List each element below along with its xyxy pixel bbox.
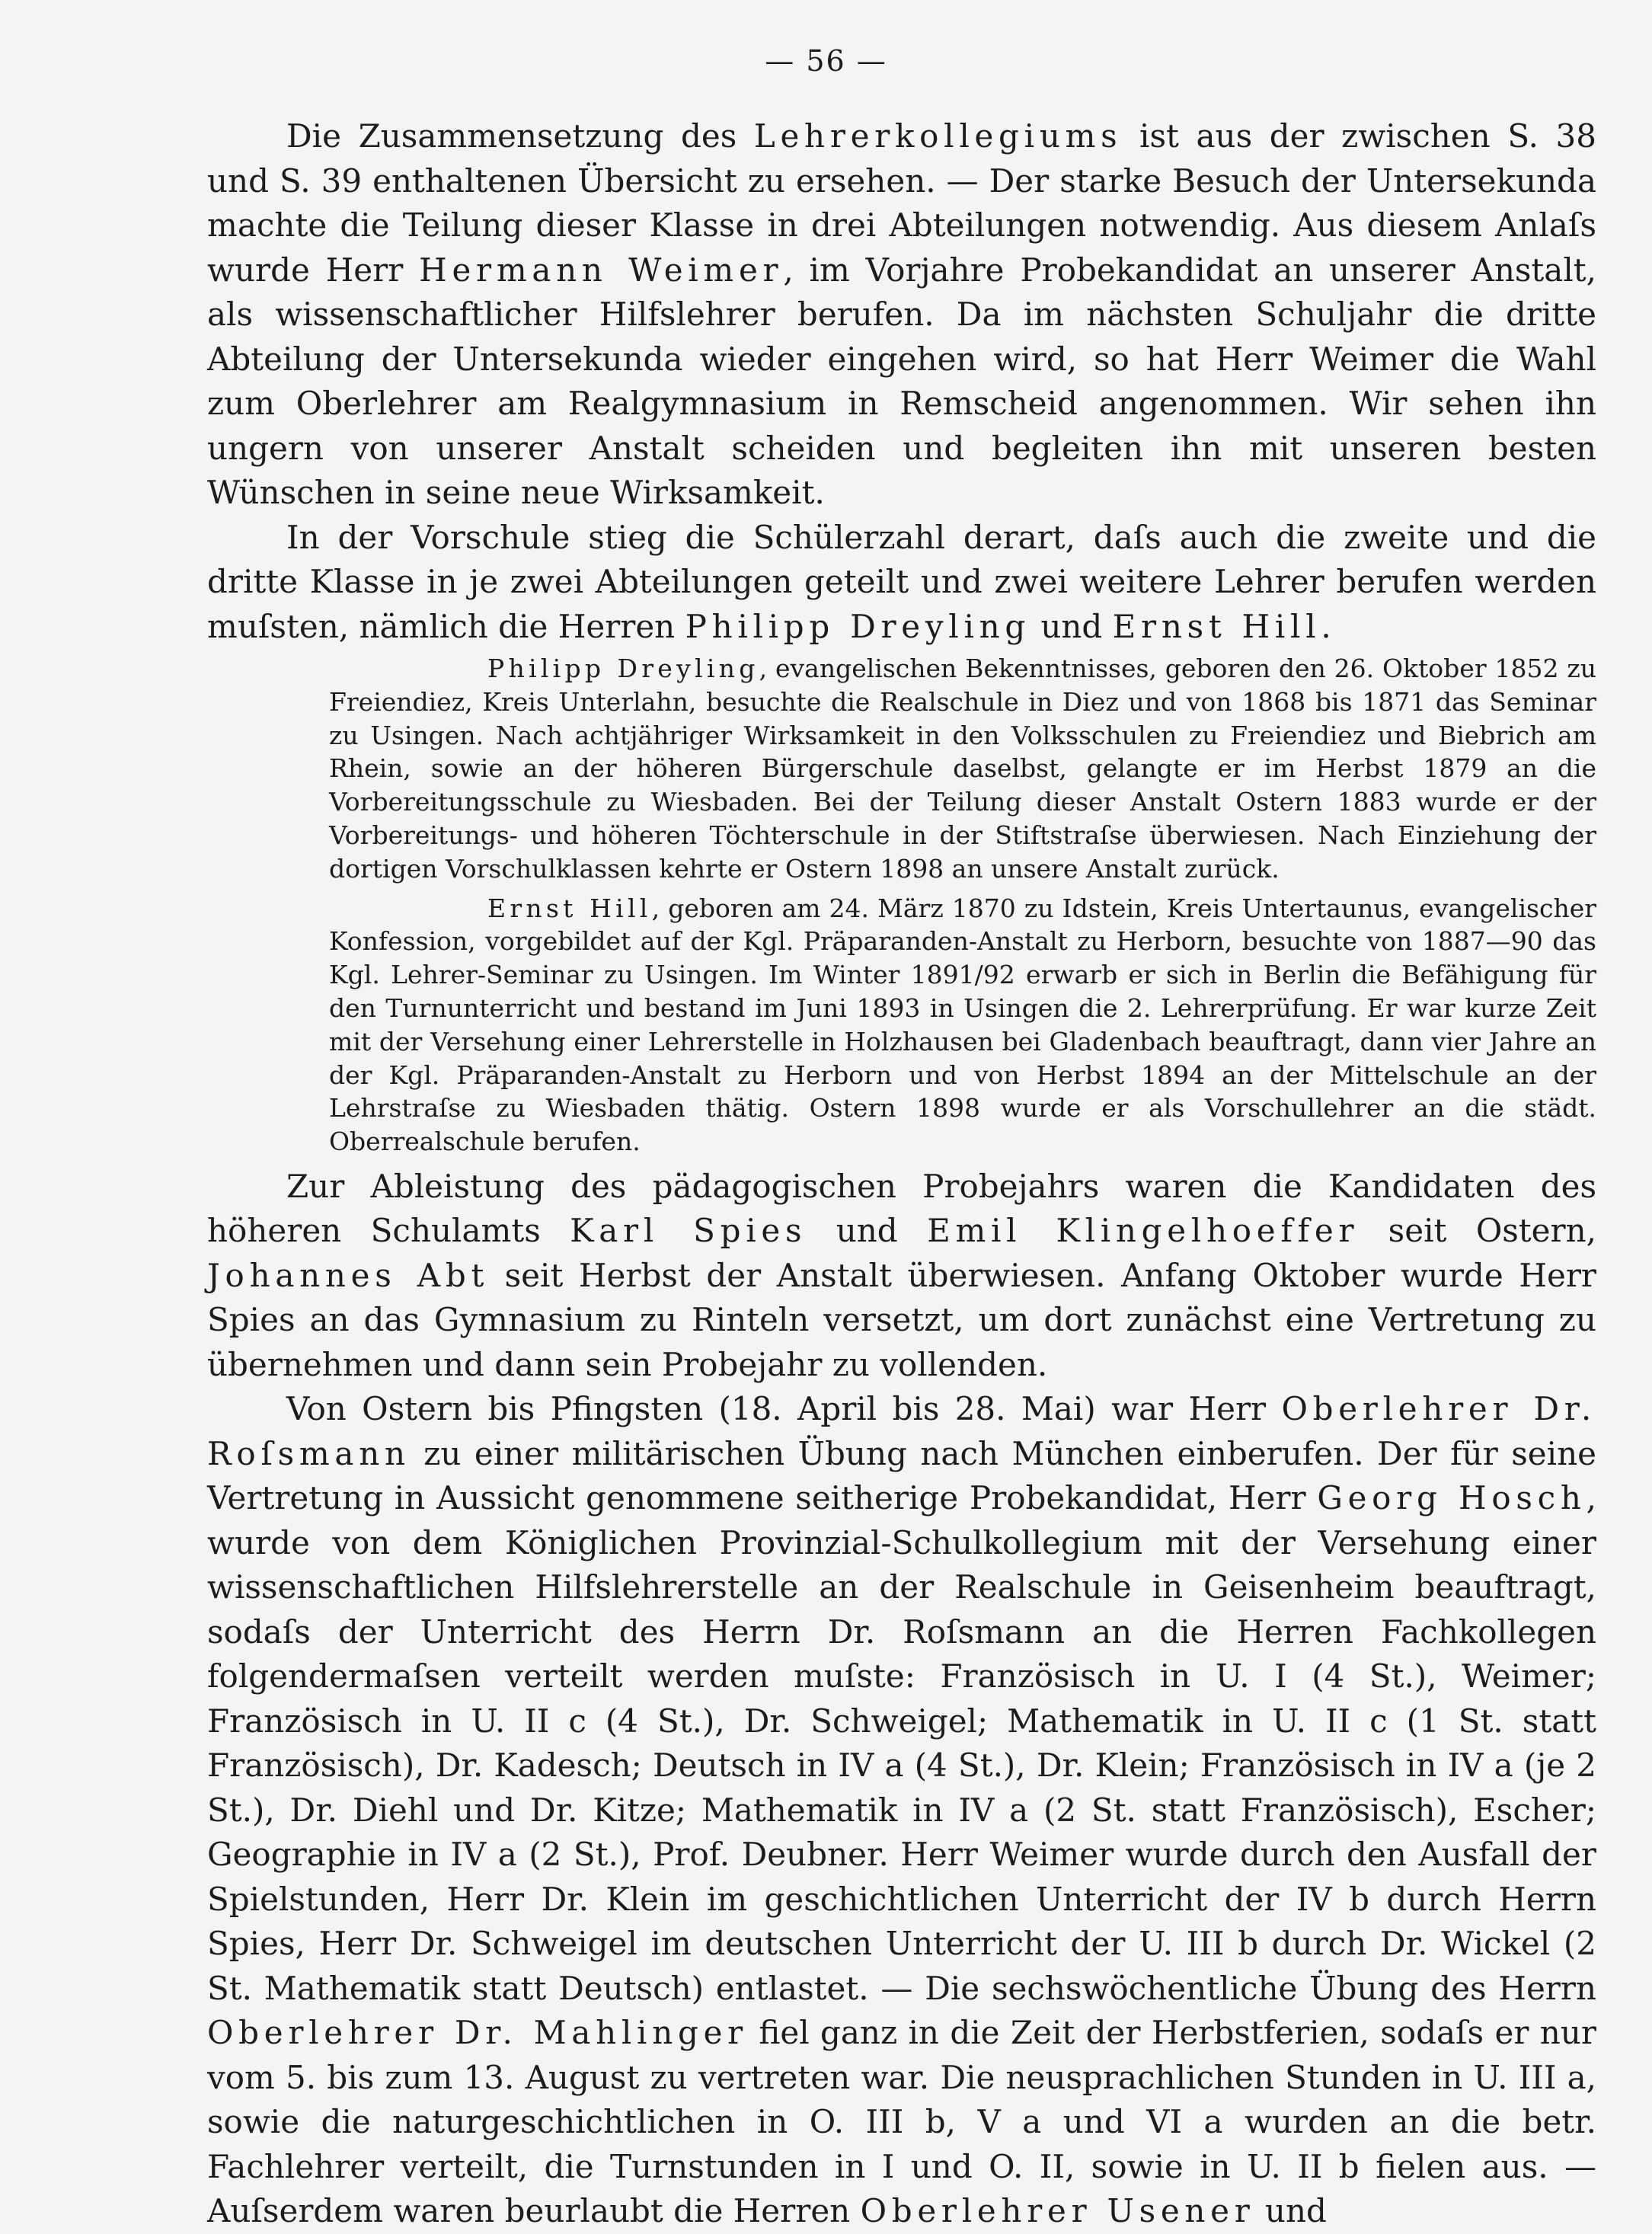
paragraph [207, 114, 1596, 516]
paragraph [207, 1387, 1596, 2234]
text-segment: Die Zusammensetzung des [286, 117, 754, 155]
biography-note [329, 892, 1596, 1159]
text-segment: seit Ostern, [1359, 1212, 1597, 1250]
paragraph [207, 1165, 1596, 1388]
spaced-name: Ernst Hill [1112, 607, 1321, 645]
spaced-name: Oberlehrer Dr. Roſsmann [207, 1390, 1596, 1472]
spaced-name: Georg Hosch [1317, 1479, 1586, 1517]
spaced-name: Karl Spies [570, 1212, 807, 1250]
biography-note [329, 652, 1596, 886]
spaced-name: Ernst Hill [487, 893, 652, 923]
text-segment: zu einer militärischen Übung nach München einberufen. Der für seine Vertretung in Aussicht genommene seitherige Probekandidat, Herr [207, 1434, 1596, 1517]
text-segment: und [1254, 2192, 1327, 2230]
text-segment: , wurde von dem Königlichen Provinzial-Schulkollegium mit der Versehung einer wissenschaftlichen Hilfslehrerstelle an der Realschule in Geisenheim beauftragt, sodaſs der Unterricht des Herrn Dr. Roſsmann an die Herren Fachkollegen folgendermaſsen verteilt werden muſste: Französisch in U. I (4 St.), Weimer; Französisch in U. II c (4 St.), Dr. Schweigel; Mathematik in U. II c (1 St. statt Französisch), Dr. Kadesch; Deutsch in IV a (4 St.), Dr. Klein; Französisch in IV a (je 2 St.), Dr. Diehl und Dr. Kitze; Mathematik in IV a (2 St. statt Französisch), Escher; Geographie in IV a (2 St.), Prof. Deubner. Herr Weimer wurde durch den Ausfall der Spielstunden, Herr Dr. Klein im geschichtlichen Unterricht der IV b durch Herrn Spies, Herr Dr. Schweigel im deutschen Unterricht der U. III b durch Dr. Wickel (2 St. Mathematik statt Deutsch) entlastet. — Die sechswöchentliche Übung des Herrn [207, 1479, 1596, 2007]
spaced-name: Oberlehrer Dr. Mahlinger [207, 2014, 748, 2052]
text-segment: Von Ostern bis Pfingsten (18. April bis 28. Mai) war Herr [286, 1390, 1282, 1428]
text-segment: . [1321, 607, 1331, 645]
spaced-name: Emil Klingelhoeffer [927, 1212, 1360, 1250]
text-segment: Zur Ableistung des pädagogischen Probejahrs waren die Kandidaten des höheren Schulamts [207, 1167, 1596, 1250]
paragraph [207, 516, 1596, 650]
text-segment: fiel ganz in die Zeit der Herbstferien, sodaſs er nur vom 5. bis zum 13. August zu vertreten war. Die neusprachlichen Stunden in U. III a, sowie die naturgeschichtlichen in O. III b, V a und VI a wurden an die betr. Fachlehrer verteilt, die Turnstunden in I und O. II, sowie in U. II b fielen aus. — Auſserdem waren beurlaubt die Herren [207, 2014, 1596, 2230]
text-segment: , im Vorjahre Probekandidat an unserer Anstalt, als wissenschaftlicher Hilfslehrer berufen. Da im nächsten Schuljahr die dritte Abteilung der Untersekunda wieder eingehen wird, so hat Herr Weimer die Wahl zum Oberlehrer am Realgymnasium in Remscheid angenommen. Wir sehen ihn ungern von unserer Anstalt scheiden und begleiten ihn mit unseren besten Wünschen in seine neue Wirksamkeit. [207, 251, 1597, 511]
spaced-name: Hermann Weimer [419, 251, 784, 289]
text-segment: seit Herbst der Anstalt überwiesen. Anfang Oktober wurde Herr Spies an das Gymnasium zu Rinteln versetzt, um dort zunächst eine Vertretung zu übernehmen und dann sein Probejahr zu vollenden. [207, 1256, 1596, 1383]
text-segment: , evangelischen Bekenntnisses, geboren den 26. Oktober 1852 zu Freiendiez, Kreis Unterlahn, besuchte die Realschule in Diez und von 1868 bis 1871 das Seminar zu Usingen. Nach achtjähriger Wirksamkeit in den Volksschulen zu Freiendiez und Biebrich am Rhein, sowie an der höheren Bürgerschule daselbst, gelangte er im Herbst 1879 an die Vorbereitungsschule zu Wiesbaden. Bei der Teilung dieser Anstalt Ostern 1883 wurde er der Vorbereitungs- und höheren Töchterschule in der Stiftstraſse überwiesen. Nach Einziehung der dortigen Vorschulklassen kehrte er Ostern 1898 an unsere Anstalt zurück. [329, 654, 1596, 884]
text-segment: In der Vorschule stieg die Schülerzahl derart, daſs auch die zweite und die dritte Klasse in je zwei Abteilungen geteilt und zwei weitere Lehrer berufen werden muſsten, nämlich die Herren [207, 518, 1596, 645]
text-segment: ist aus der zwischen S. 38 und S. 39 enthaltenen Übersicht zu ersehen. — Der starke Besuch der Untersekunda machte die Teilung dieser Klasse in drei Abteilungen notwendig. Aus diesem Anlaſs wurde Herr [207, 117, 1596, 289]
spaced-name: Philipp Dreyling [685, 607, 1031, 645]
spaced-name: Philipp Dreyling [487, 654, 759, 683]
text-segment: , geboren am 24. März 1870 zu Idstein, Kreis Untertaunus, evangelischer Konfession, vorgebildet auf der Kgl. Präparanden-Anstalt zu Herborn, besuchte von 1887—90 das Kgl. Lehrer-Seminar zu Usingen. Im Winter 1891/92 erwarb er sich in Berlin die Befähigung für den Turnunterricht und bestand im Juni 1893 in Usingen die 2. Lehrerprüfung. Er war kurze Zeit mit der Versehung einer Lehrerstelle in Holzhausen bei Gladenbach beauftragt, dann vier Jahre an der Kgl. Präparanden-Anstalt zu Herborn und von Herbst 1894 an der Mittelschule an der Lehrstraſse zu Wiesbaden thätig. Ostern 1898 wurde er als Vorschullehrer an die städt. Oberrealschule berufen. [329, 893, 1596, 1157]
page-number: — 56 — [765, 44, 887, 78]
body-text [207, 114, 1596, 2234]
text-segment: und [1030, 607, 1113, 645]
spaced-name: Oberlehrer Usener [860, 2192, 1255, 2230]
text-segment: und [807, 1212, 928, 1250]
spaced-name: Johannes Abt [207, 1256, 490, 1294]
spaced-name: Lehrerkollegiums [753, 117, 1123, 155]
